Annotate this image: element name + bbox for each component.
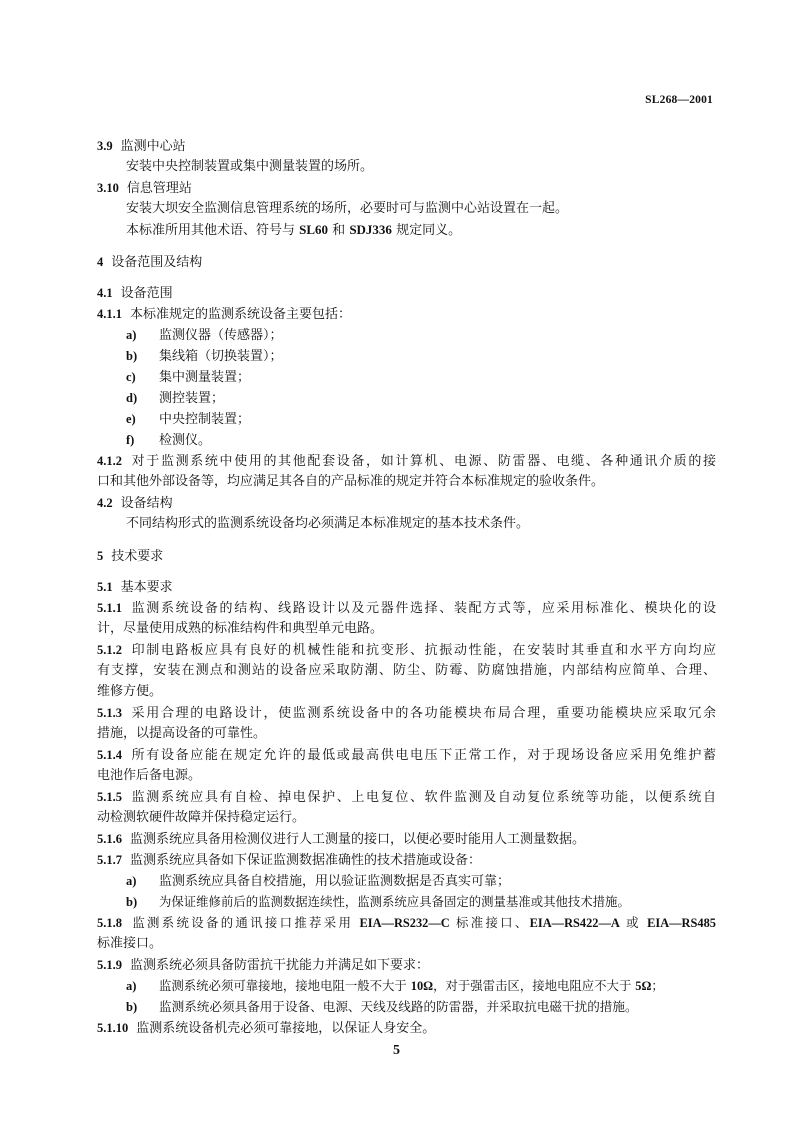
section-number: 5.1.5 — [97, 790, 122, 804]
interface-code: EIA—RS422—A — [529, 916, 620, 930]
paragraph-text: 监测系统应具备如下保证监测数据准确性的技术措施或设备： — [130, 853, 482, 868]
paragraph-text: 措施，以提高设备的可靠性。 — [97, 726, 267, 741]
list-item — [126, 432, 745, 449]
clause-5-1-2 — [97, 642, 716, 659]
paragraph-continuation — [97, 726, 716, 742]
page-header: SL268—2001 — [645, 94, 713, 106]
list-label: b) — [126, 1000, 138, 1014]
paragraph-text: 本标准规定的监测系统设备主要包括： — [130, 307, 352, 322]
paragraph-text: 有支撑，安装在测点和测站的设备应采取防潮、防尘、防霉、防腐蚀措施，内部结构应简单、合理、 — [97, 663, 716, 678]
section-number: 5.1.4 — [97, 748, 122, 762]
section-number: 5.1.8 — [97, 916, 122, 930]
paragraph-text: 监测系统设备的结构、线路设计以及元器件选择、装配方式等，应采用标准化、模块化的设 — [130, 601, 716, 616]
list-item — [126, 999, 745, 1015]
list-text: 监测系统应具备自校措施，用以验证监测数据是否真实可靠； — [159, 874, 511, 889]
paragraph-text: 口和其他外部设备等，均应满足其各自的产品标准的规定并符合本标准规定的验收条件。 — [97, 474, 605, 489]
list-label: f) — [126, 433, 135, 447]
section-4-1 — [97, 285, 716, 302]
section-number: 5.1.2 — [97, 643, 122, 657]
paragraph-text: 标准接口、 — [449, 915, 530, 930]
paragraph-text: 监测系统必须具备防雷抗干扰能力并满足如下要求： — [130, 958, 430, 973]
section-number: 5.1.7 — [97, 853, 122, 867]
list-item — [126, 978, 745, 994]
list-item — [126, 327, 745, 344]
paragraph-text: 标准接口。 — [97, 936, 163, 951]
section-number: 4.1.1 — [97, 307, 122, 321]
list-label: b) — [126, 349, 138, 363]
paragraph — [126, 516, 745, 532]
section-number: 5.1.1 — [97, 601, 122, 615]
clause-4-1-2 — [97, 453, 716, 470]
section-4-2 — [97, 495, 716, 512]
paragraph-text: 安装中央控制装置或集中测量装置的场所。 — [126, 159, 374, 174]
section-number: 5 — [97, 549, 104, 563]
section-number: 3.10 — [97, 181, 119, 195]
paragraph — [126, 222, 745, 239]
list-label: c) — [126, 370, 136, 384]
list-text: 监测仪器（传感器）； — [159, 328, 283, 343]
section-number: 4.2 — [97, 496, 113, 510]
section-title: 信息管理站 — [126, 181, 192, 196]
clause-5-1-6 — [97, 831, 716, 848]
chapter-5 — [97, 548, 716, 565]
clause-5-1-3 — [97, 705, 716, 722]
list-text: 检测仪。 — [159, 433, 212, 448]
list-text: 集线箱（切换装置）； — [159, 349, 283, 364]
paragraph-text: 或 — [619, 915, 648, 930]
page-number: 5 — [393, 1043, 400, 1058]
list-label: a) — [126, 874, 137, 888]
section-number: 4.1.2 — [97, 454, 122, 468]
paragraph-text: 监测系统设备机壳必须可靠接地，以保证人身安全。 — [136, 1021, 436, 1036]
clause-5-1-5 — [97, 789, 716, 806]
list-item — [126, 390, 745, 407]
clause-5-1-4 — [97, 747, 716, 764]
section-number: 4 — [97, 255, 104, 269]
paragraph-text: 计，尽量使用成熟的标准结构件和典型单元电路。 — [97, 621, 384, 636]
chapter-4 — [97, 254, 716, 271]
section-number: 5.1.3 — [97, 706, 122, 720]
list-label: b) — [126, 895, 138, 909]
paragraph-text: 采用合理的电路设计，使监测系统设备中的各功能模块布局合理，重要功能模块应采取冗余 — [130, 706, 716, 721]
list-label: e) — [126, 412, 136, 426]
list-text: ； — [651, 978, 664, 993]
section-number: 5.1.6 — [97, 832, 122, 846]
interface-code: EIA—RS485 — [647, 916, 716, 930]
paragraph-text: 电池作后备电源。 — [97, 768, 202, 783]
section-5-1 — [97, 579, 716, 596]
section-number: 5.1.9 — [97, 958, 122, 972]
clause-5-1-8 — [97, 915, 716, 931]
list-text: 为保证维修前后的监测数据连续性，监测系统应具备固定的测量基准或其他技术措施。 — [159, 894, 630, 909]
list-text: 监测系统必须可靠接地，接地电阻一般不大于 — [159, 978, 411, 993]
list-text: ，对于强雷击区，接地电阻应不大于 — [433, 978, 636, 993]
paragraph-continuation — [97, 936, 716, 952]
list-item — [126, 873, 745, 890]
clause-4-1-1 — [97, 306, 716, 323]
paragraph-text: 所有设备应能在规定允许的最低或最高供电电压下正常工作，对于现场设备应采用免维护蓄 — [130, 748, 716, 763]
section-title: 基本要求 — [120, 580, 173, 595]
list-text: 集中测量装置； — [159, 370, 251, 385]
clause-5-1-9 — [97, 957, 716, 974]
paragraph-continuation — [97, 474, 716, 490]
list-item — [126, 348, 745, 365]
section-3-10 — [97, 180, 716, 197]
list-item — [126, 411, 745, 428]
paragraph-continuation — [97, 768, 716, 784]
list-text: 测控装置； — [159, 391, 225, 406]
paragraph-text: 监测系统设备的通讯接口推荐采用 — [130, 915, 360, 930]
clause-5-1-1 — [97, 600, 716, 617]
list-item — [126, 369, 745, 386]
paragraph-text: 动检测软硬件故障并保持稳定运行。 — [97, 810, 306, 825]
section-3-9 — [97, 138, 716, 155]
standard-code: SDJ336 — [349, 222, 392, 237]
paragraph — [126, 159, 745, 175]
paragraph — [126, 201, 745, 217]
section-title: 设备结构 — [120, 496, 173, 511]
paragraph-text: 印制电路板应具有良好的机械性能和抗变形、抗振动性能，在安装时其垂直和水平方向均应 — [130, 643, 716, 658]
section-title: 设备范围及结构 — [111, 255, 203, 270]
list-text: 中央控制装置； — [159, 412, 251, 427]
paragraph-text: 和 — [328, 223, 350, 238]
paragraph-continuation — [97, 810, 716, 826]
resistance-value: 10Ω — [410, 979, 434, 993]
paragraph-text: 监测系统应具备用检测仪进行人工测量的接口，以便必要时能用人工测量数据。 — [130, 832, 586, 847]
list-text: 监测系统必须具备用于设备、电源、天线及线路的防雷器，并采取抗电磁干扰的措施。 — [159, 999, 638, 1014]
paragraph-continuation — [97, 663, 716, 679]
interface-code: EIA—RS232—C — [359, 916, 450, 930]
paragraph-continuation — [97, 621, 716, 637]
standard-code: SL60 — [299, 222, 329, 237]
paragraph-text: 监测系统应具有自检、掉电保护、上电复位、软件监测及自动复位系统等功能，以便系统自 — [130, 790, 716, 805]
section-number: 3.9 — [97, 139, 113, 153]
section-title: 技术要求 — [111, 549, 164, 564]
paragraph-text: 不同结构形式的监测系统设备均必须满足本标准规定的基本技术条件。 — [126, 516, 530, 531]
section-title: 监测中心站 — [120, 139, 186, 154]
paragraph-text: 本标准所用其他术语、符号与 — [126, 223, 300, 238]
list-item — [126, 894, 745, 910]
list-label: d) — [126, 391, 138, 405]
paragraph-text: 安装大坝安全监测信息管理系统的场所，必要时可与监测中心站设置在一起。 — [126, 201, 569, 216]
clause-5-1-7 — [97, 852, 716, 869]
clause-5-1-10 — [97, 1020, 716, 1037]
section-number: 5.1.10 — [97, 1021, 129, 1035]
list-label: a) — [126, 328, 137, 342]
paragraph-text: 规定同义。 — [391, 223, 462, 238]
section-number: 5.1 — [97, 580, 113, 594]
paragraph-text: 对于监测系统中使用的其他配套设备，如计算机、电源、防雷器、电缆、各种通讯介质的接 — [130, 454, 716, 469]
resistance-value: 5Ω — [635, 979, 652, 993]
section-number: 4.1 — [97, 286, 113, 300]
section-title: 设备范围 — [120, 286, 173, 301]
paragraph-continuation — [97, 684, 716, 700]
paragraph-text: 维修方便。 — [97, 684, 163, 699]
list-label: a) — [126, 979, 137, 993]
